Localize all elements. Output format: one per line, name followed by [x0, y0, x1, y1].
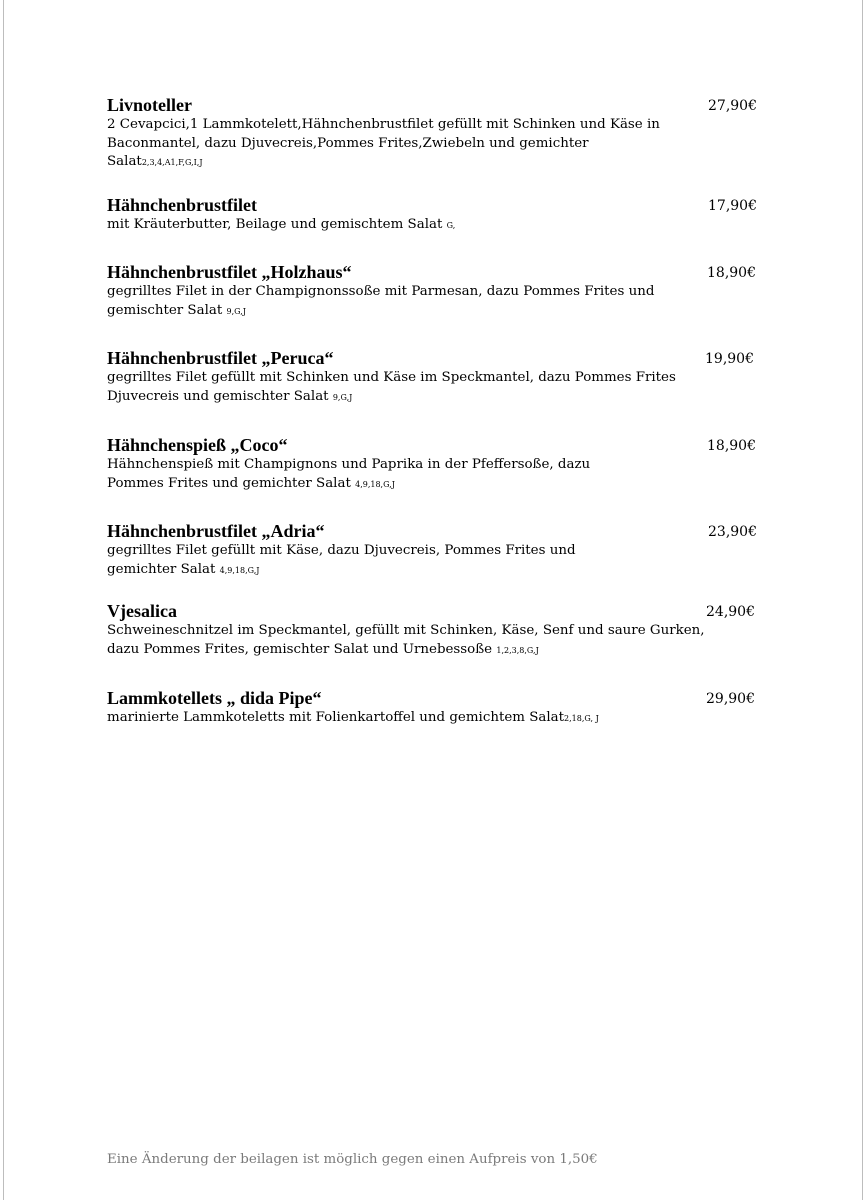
page-border-left — [3, 0, 4, 1200]
item-description-text: Hähnchenspieß mit Champignons und Paprika in der Pfeffersoße, dazu Pommes Frites und gemichter Salat — [107, 457, 591, 491]
item-title: Lammkotellets „ dida Pipe“ — [107, 688, 322, 708]
page-border-right — [862, 0, 863, 1200]
item-description — [107, 216, 707, 236]
item-description-text: marinierte Lammkoteletts mit Folienkartoffel und gemichtem Salat — [107, 710, 565, 725]
item-title: Hähnchenspieß „Coco“ — [107, 435, 288, 455]
item-price: 18,90€ — [707, 438, 756, 454]
item-description-text: mit Kräuterbutter, Beilage und gemischtem Salat — [107, 217, 443, 232]
item-allergens: 4,9,18,G,J — [355, 479, 395, 489]
item-allergens: 2,3,4,A1,F,G,I,J — [141, 158, 203, 167]
item-price: 24,90€ — [706, 604, 755, 620]
item-title: Hähnchenbrustfilet „Holzhaus“ — [107, 262, 352, 282]
item-allergens: G, — [446, 221, 456, 230]
item-title: Hähnchenbrustfilet „Adria“ — [107, 521, 325, 541]
item-price: 19,90€ — [705, 351, 754, 367]
item-allergens: 4,9,18,G,J — [219, 565, 260, 575]
item-description-text: gegrilltes Filet in der Champignonssoße mit Parmesan, dazu Pommes Frites und gemischter Salat — [107, 284, 655, 318]
item-price: 27,90€ — [708, 98, 757, 114]
item-allergens: 9,G,J — [226, 306, 247, 316]
footer-note: Eine Änderung der beilagen ist möglich gegen einen Aufpreis von 1,50€ — [107, 1152, 598, 1167]
item-price: 18,90€ — [707, 265, 756, 281]
item-allergens: 1,2,3,8,G,J — [496, 645, 539, 655]
item-title: Livnoteller — [107, 95, 192, 115]
item-price: 17,90€ — [708, 198, 757, 214]
item-description — [107, 116, 667, 173]
item-description — [107, 283, 667, 321]
item-title: Hähnchenbrustfilet „Peruca“ — [107, 348, 334, 368]
item-price: 29,90€ — [706, 691, 755, 707]
item-price: 23,90€ — [708, 524, 757, 540]
item-description — [107, 369, 682, 407]
item-description-text: 2 Cevapcici,1 Lammkotelett,Hähnchenbrustfilet gefüllt mit Schinken und Käse in Baconmantel, dazu Djuvecreis,Pommes Frites,Zwiebeln und gemichter Salat — [107, 117, 660, 169]
item-description-text: Schweineschnitzel im Speckmantel, gefüllt mit Schinken, Käse, Senf und saure Gurken, dazu Pommes Frites, gemischter Salat und Urnebessoße — [107, 623, 705, 657]
item-allergens: 9,G,J — [332, 392, 353, 402]
item-title: Hähnchenbrustfilet — [107, 195, 258, 215]
item-description — [107, 709, 727, 729]
item-description-text: gegrilltes Filet gefüllt mit Käse, dazu Djuvecreis, Pommes Frites und gemichter Salat — [107, 543, 576, 577]
item-title: Vjesalica — [107, 601, 177, 621]
item-description — [107, 542, 582, 580]
item-description — [107, 622, 707, 660]
item-description-text: gegrilltes Filet gefüllt mit Schinken und Käse im Speckmantel, dazu Pommes Frites Djuvecreis und gemischter Salat — [107, 370, 676, 404]
item-description — [107, 456, 602, 494]
item-allergens: 2,18,G, J — [564, 714, 599, 723]
